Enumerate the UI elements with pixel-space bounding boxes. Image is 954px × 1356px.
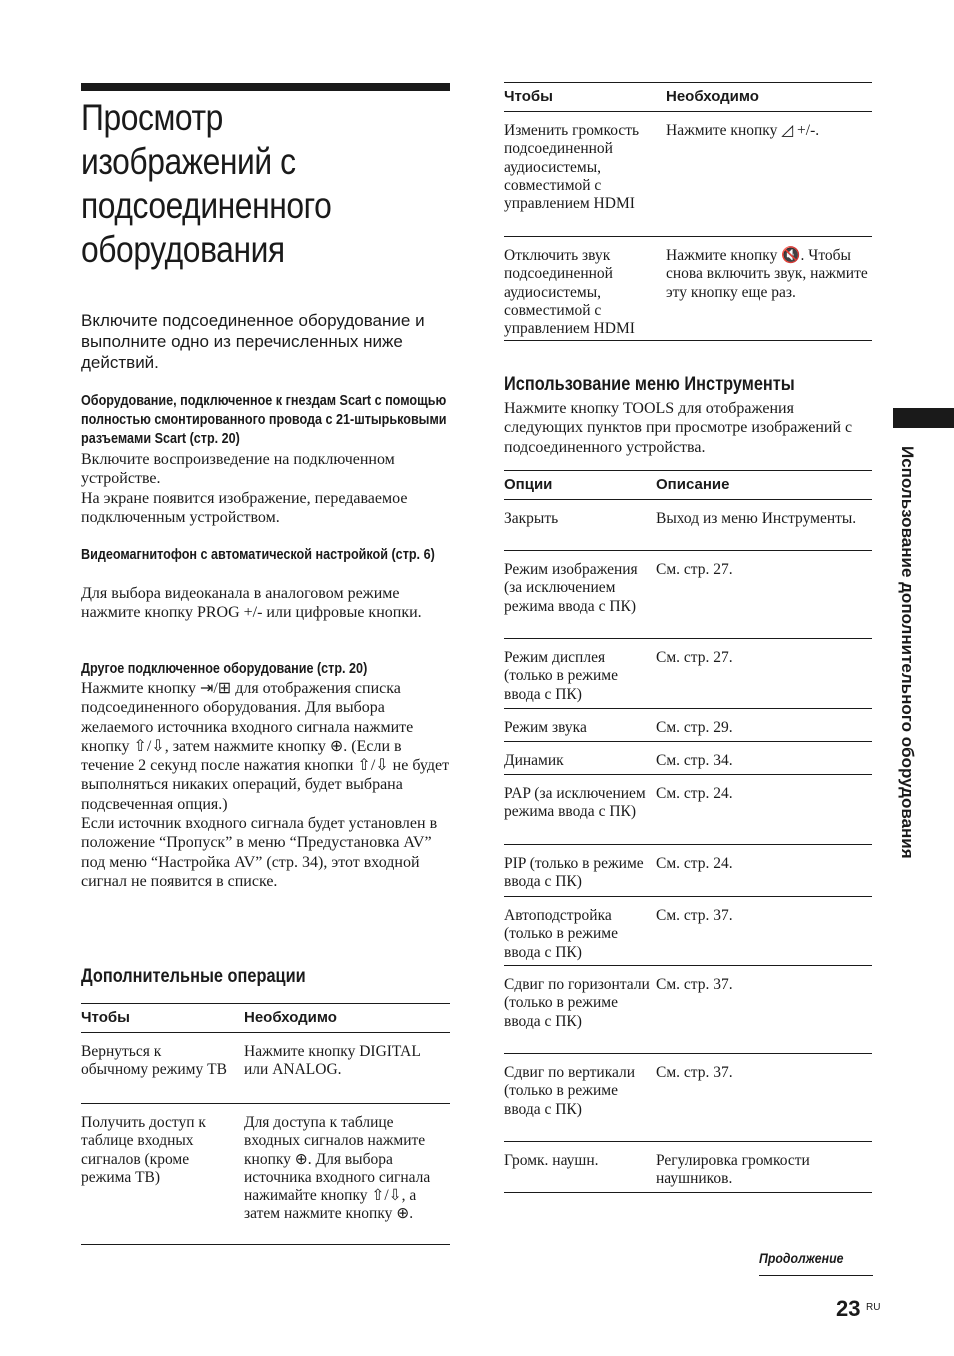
scart-heading: Оборудование, подключенное к гнездам Scart с помощью полностью смонтированного провода с 21-штырьковыми разъемами Scart (стр. 20) xyxy=(81,392,447,447)
cell: См. стр. 27. xyxy=(656,649,733,666)
cell: Режим звука xyxy=(504,719,587,736)
cell: Громк. наушн. xyxy=(504,1152,599,1169)
cell: Динамик xyxy=(504,752,564,769)
hdmi-table xyxy=(504,82,872,341)
tools-heading: Использование меню Инструменты xyxy=(504,374,795,395)
cell: Режим изображения (за исключением режима ввода с ПК) xyxy=(504,561,638,615)
table-row xyxy=(504,237,872,340)
cell: См. стр. 34. xyxy=(656,752,733,769)
table-row xyxy=(504,966,872,1054)
page-number: 23 xyxy=(836,1296,861,1321)
title-line: подсоединенного xyxy=(81,185,332,226)
vcr-heading: Видеомагнитофон с автоматической настройкой (стр. 6) xyxy=(81,546,435,563)
table-header xyxy=(504,83,872,112)
cell: Для доступа к таблице входных сигналов нажмите кнопку ⊕. Для выбора источника входного сигнала нажимайте кнопку ⇧/⇩, а затем нажмите кнопку ⊕. xyxy=(244,1114,431,1223)
extra-ops-heading: Дополнительные операции xyxy=(81,966,306,987)
cell: См. стр. 24. xyxy=(656,855,733,872)
intro-text: Включите подсоединенное оборудование и выполните одно из перечисленных ниже действий. xyxy=(81,311,425,372)
cell: Автоподстройка (только в режиме ввода с ПК) xyxy=(504,907,618,961)
continued-rule xyxy=(759,1275,873,1276)
table-row xyxy=(81,1033,450,1104)
column-header: Описание xyxy=(656,476,730,493)
table-header xyxy=(81,1004,450,1033)
page-language: RU xyxy=(866,1302,881,1313)
cell: См. стр. 37. xyxy=(656,1064,733,1081)
cell: См. стр. 37. xyxy=(656,976,733,993)
table-row xyxy=(504,1142,872,1192)
cell: См. стр. 37. xyxy=(656,907,733,924)
paragraph: На экране появится изображение, передаваемое подключенным устройством. xyxy=(81,489,408,526)
title-rule xyxy=(81,83,450,91)
cell: Нажмите кнопку ◿ +/-. xyxy=(666,122,820,139)
table-row xyxy=(504,551,872,639)
tools-body: Нажмите кнопку TOOLS для отображения следующих пунктов при просмотре изображений с подсоединенного устройства. xyxy=(504,400,853,456)
table-row xyxy=(504,897,872,966)
table-row xyxy=(504,775,872,845)
table-row xyxy=(504,845,872,897)
column-header: Необходимо xyxy=(244,1009,337,1026)
continued-label: Продолжение xyxy=(759,1250,844,1266)
table-row xyxy=(504,112,872,237)
cell: PIP (только в режиме ввода с ПК) xyxy=(504,855,644,891)
section-tab-marker xyxy=(893,408,954,428)
table-row xyxy=(504,1054,872,1142)
cell: PAP (за исключением режима ввода с ПК) xyxy=(504,785,646,821)
cell: Вернуться к обычному режиму ТВ xyxy=(81,1043,227,1079)
page-title xyxy=(81,96,459,272)
cell: Отключить звук подсоединенной аудиосистемы, совместимой с управлением HDMI xyxy=(504,247,635,338)
scart-body xyxy=(81,450,451,527)
table-row xyxy=(81,1104,450,1244)
table-header xyxy=(504,471,872,500)
title-line: оборудования xyxy=(81,229,285,270)
cell: Получить доступ к таблице входных сигналов (кроме режима ТВ) xyxy=(81,1114,206,1186)
cell: Выход из меню Инструменты. xyxy=(656,510,857,527)
extra-ops-table xyxy=(81,1003,450,1245)
paragraph: Если источник входного сигнала будет установлен в положение “Пропуск” в меню “Предустановка AV” под меню “Настройка AV” (стр. 34), этот входной сигнал не появится в списке. xyxy=(81,815,438,890)
cell: См. стр. 29. xyxy=(656,719,733,736)
column-header: Необходимо xyxy=(666,88,759,105)
column-header: Чтобы xyxy=(81,1009,130,1026)
paragraph: Нажмите кнопку ⇥/⊞ для отображения списка подсоединенного оборудования. Для выбора желаемого источника входного сигнала нажмите кнопку ⇧/⇩, затем нажмите кнопку ⊕. (Если в течение 2 секунд после нажатия кнопки ⇧/⇩ не будет выполняться никаких операций, будет выбрана подсвеченная опция.) xyxy=(81,680,450,813)
cell: См. стр. 24. xyxy=(656,785,733,802)
table-row xyxy=(504,500,872,551)
title-line: Просмотр xyxy=(81,97,223,138)
cell: Режим дисплея (только в режиме ввода с ПК) xyxy=(504,649,618,703)
other-heading: Другое подключенное оборудование (стр. 20) xyxy=(81,660,368,677)
paragraph: Включите воспроизведение на подключенном устройстве. xyxy=(81,451,395,488)
vcr-body: Для выбора видеоканала в аналоговом режиме нажмите кнопку PROG +/- или цифровые кнопки. xyxy=(81,585,422,622)
tools-table xyxy=(504,470,872,1193)
cell: Сдвиг по вертикали (только в режиме ввода с ПК) xyxy=(504,1064,636,1118)
cell: Сдвиг по горизонтали (только в режиме ввода с ПК) xyxy=(504,976,650,1030)
cell: Нажмите кнопку 🔇. Чтобы снова включить звук, нажмите эту кнопку еще раз. xyxy=(666,247,868,301)
cell: Закрыть xyxy=(504,510,559,527)
table-row xyxy=(504,639,872,709)
section-sidebar-label: Использование дополнительного оборудования xyxy=(898,446,917,859)
table-row xyxy=(504,709,872,742)
column-header: Опции xyxy=(504,476,553,493)
cell: См. стр. 27. xyxy=(656,561,733,578)
cell: Нажмите кнопку DIGITAL или ANALOG. xyxy=(244,1043,421,1079)
title-line: изображений с xyxy=(81,141,296,182)
cell: Изменить громкость подсоединенной аудиосистемы, совместимой с управлением HDMI xyxy=(504,122,640,213)
cell: Регулировка громкости наушников. xyxy=(656,1152,810,1188)
other-body xyxy=(81,679,451,891)
table-row xyxy=(504,742,872,775)
column-header: Чтобы xyxy=(504,88,553,105)
